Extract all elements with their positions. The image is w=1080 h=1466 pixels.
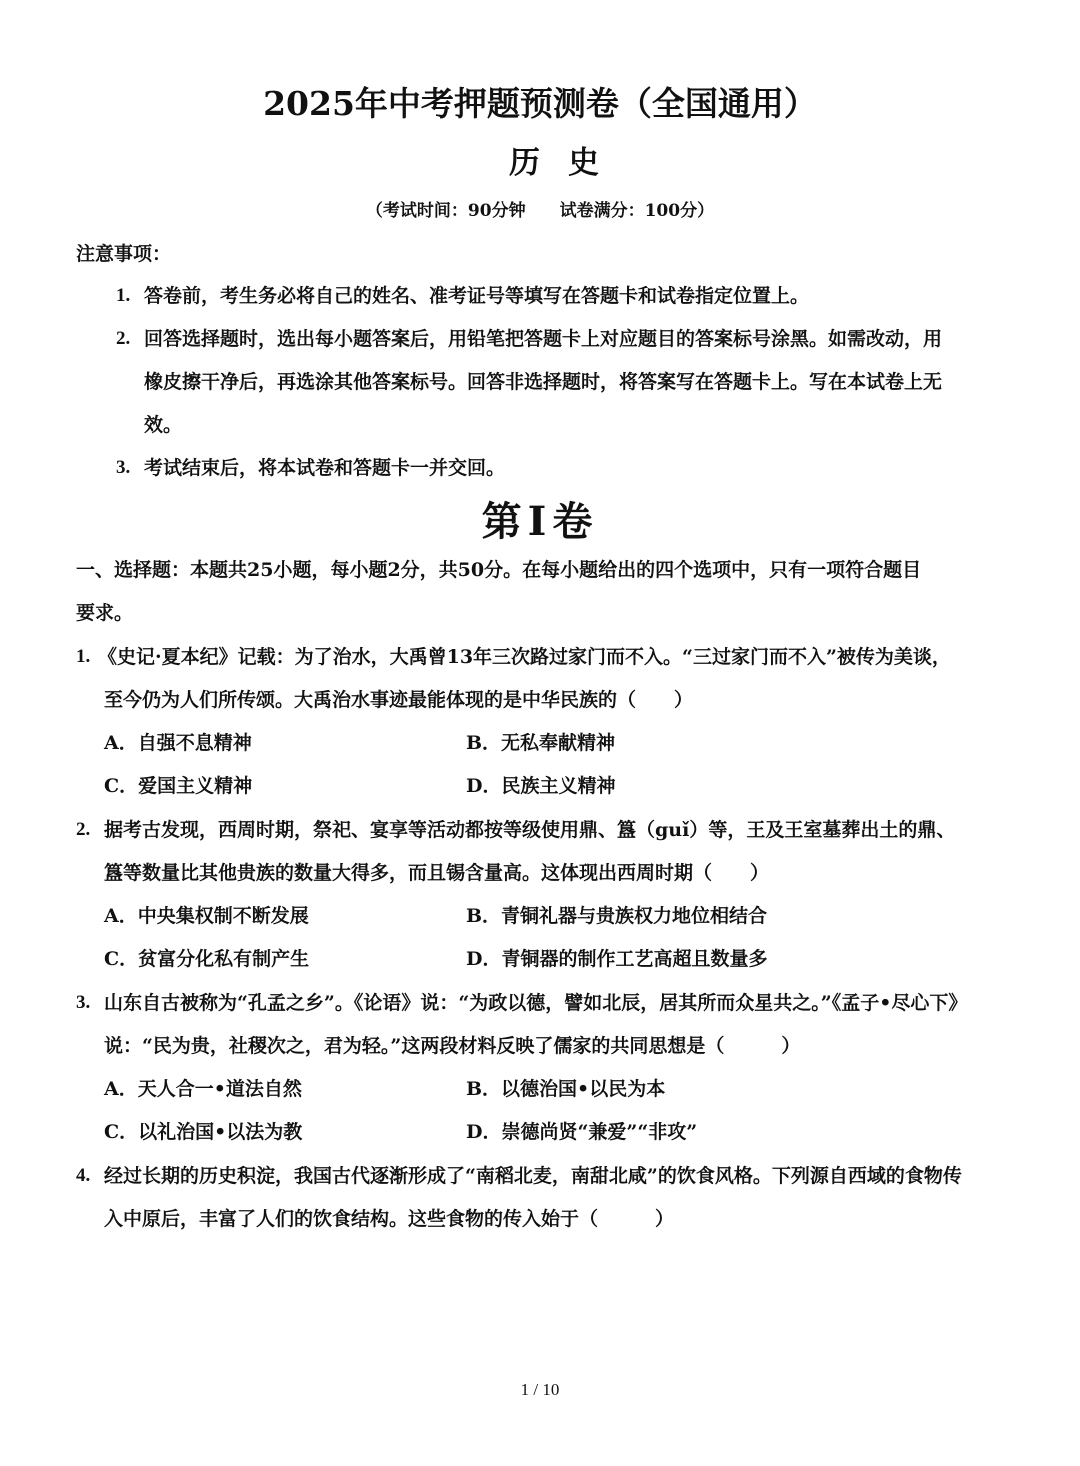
question-number: 2. [76,819,91,840]
question-text: 簋等数量比其他贵族的数量大得多，而且锡含量高。这体现出西周时期（ ） [104,862,770,884]
option-b: B．无私奉献精神 [466,732,616,754]
notice-item-number: 1. [116,285,131,306]
notice-item-text: 答卷前，考生务必将自己的姓名、准考证号等填写在答题卡和试卷指定位置上。 [144,285,810,307]
option-d: D．民族主义精神 [466,775,616,797]
section-title: 第Ⅰ卷 [481,498,599,545]
question-text: 经过长期的历史积淀，我国古代逐渐形成了“南稻北麦，南甜北咸”的饮食风格。下列源自西域的食物传 [104,1165,962,1187]
notice-heading: 注意事项： [76,243,172,265]
subject-title: 历史 [509,145,627,181]
notice-item-number: 3. [116,457,131,478]
question-text: 山东自古被称为“孔孟之乡”。《论语》说：“为政以德，譬如北辰，居其所而众星共之。”《孟子•尽心下》 [104,992,968,1014]
question-number: 4. [76,1165,91,1186]
page-number: 1 / 10 [520,1380,560,1399]
option-d: D．青铜器的制作工艺高超且数量多 [466,948,768,970]
question-text: 说：“民为贵，社稷次之，君为轻。”这两段材料反映了儒家的共同思想是（ ） [104,1035,801,1057]
question-number: 3. [76,992,91,1013]
notice-item-text: 效。 [144,414,183,436]
option-a: A．天人合一•道法自然 [104,1078,302,1100]
question-text: 据考古发现，西周时期，祭祀、宴享等活动都按等级使用鼎、簋（guǐ）等，王及王室墓葬出土的鼎、 [104,819,956,841]
option-a: A．自强不息精神 [104,732,252,754]
option-b: B．青铜礼器与贵族权力地位相结合 [466,905,768,927]
exam-meta: （考试时间：90分钟 试卷满分：100分） [365,201,715,221]
exam-title: 2025年中考押题预测卷（全国通用） [263,84,817,123]
question-text: 《史记·夏本纪》记载：为了治水，大禹曾13年三次路过家门而不入。“三过家门而不入”被传为美谈， [98,646,951,668]
option-b: B．以德治国•以民为本 [466,1078,666,1100]
section-instruction: 要求。 [76,602,134,624]
notice-item-text: 考试结束后，将本试卷和答题卡一并交回。 [144,457,506,479]
option-a: A．中央集权制不断发展 [104,905,309,927]
notice-item-text: 回答选择题时，选出每小题答案后，用铅笔把答题卡上对应题目的答案标号涂黑。如需改动，用 [144,328,943,350]
option-c: C．爱国主义精神 [104,775,253,797]
section-instruction: 一、选择题：本题共25小题，每小题2分，共50分。在每小题给出的四个选项中，只有一项符合题目 [76,559,922,581]
question-text: 入中原后，丰富了人们的饮食结构。这些食物的传入始于（ ） [104,1208,675,1230]
question-number: 1. [76,646,91,667]
question-text: 至今仍为人们所传颂。大禹治水事迹最能体现的是中华民族的（ ） [104,689,694,711]
notice-item-number: 2. [116,328,131,349]
option-c: C．以礼治国•以法为教 [104,1121,303,1143]
option-d: D．崇德尚贤“兼爱”“非攻” [466,1121,698,1143]
option-c: C．贫富分化私有制产生 [104,948,310,970]
notice-item-text: 橡皮擦干净后，再选涂其他答案标号。回答非选择题时，将答案写在答题卡上。写在本试卷上无 [144,371,943,393]
